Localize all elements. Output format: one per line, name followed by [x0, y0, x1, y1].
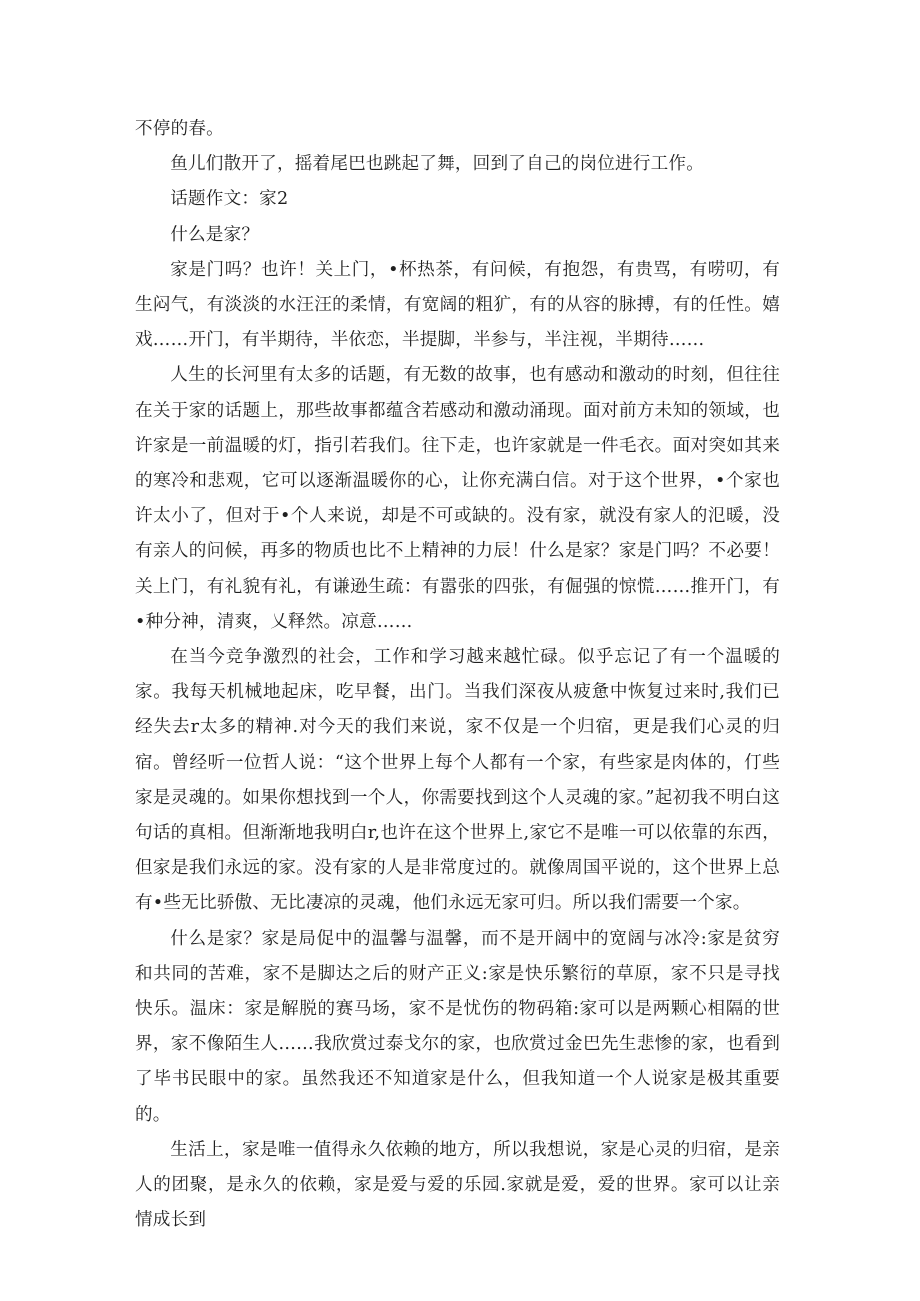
document-body [135, 112, 780, 1239]
section-title: 话题作文：家2 [170, 189, 289, 210]
paragraph-6: 人生的长河里有太多的话题，有无数的故事，也有感动和激动的时刻，但往往在关于家的话题上，那些故事都蕴含若感动和激动涌现。面对前方未知的领域，也许家是一前温暖的灯，指引若我们。往下走，也许家就是一件毛衣。面对突如其来的寒冷和悲观，它可以逐渐温暖你的心，让你充满白信。对于这个世界，•个家也许太小了，但对于•个人来说，却是不可或缺的。没有家，就没有家人的氾暖，没有亲人的问候，再多的物质也比不上精神的力辰！什么是家？家是门吗？不必要！关上门，有礼貌有礼，有谦逊生疏：有嚣张的四张，有倔强的惊慌……推开门，有•种分神，清爽，乂释然。凉意…… [135, 365, 780, 632]
paragraph-2: 鱼儿们散开了，摇着尾巴也跳起了舞，回到了自己的岗位进行工作。 [170, 154, 705, 175]
paragraph-question: 什么是家？ [170, 224, 260, 245]
paragraph-7: 在当今竞争激烈的社会，工作和学习越来越忙碌。似乎忘记了有一个温暖的家。我每天机械地起床，吃早餐，出门。当我们深夜从疲惫中恢复过来时,我们已经失去r太多的精神.对今天的我们来说，家不仅是一个归宿，更是我们心灵的归宿。曾经听一位哲人说：“这个世界上每个人都有一个家，有些家是肉体的，仃些家是灵魂的。如果你想找到一个人，你需要找到这个人灵魂的家。”起初我不明白这句话的真相。但渐渐地我明白r,也许在这个世界上,家它不是唯一可以依靠的东西，但家是我们永远的家。没有家的人是非常度过的。就像周国平说的，这个世界上总有•些无比骄傲、无比凄凉的灵魂，他们永远无家可归。所以我们需要一个家。 [135, 647, 780, 914]
paragraph-9: 生活上，家是唯一值得永久依赖的地方，所以我想说，家是心灵的归宿，是亲人的团聚，是永久的依赖，家是爱与爱的乐园.家就是爱，爱的世界。家可以让亲情成长到 [135, 1139, 780, 1231]
paragraph-8: 什么是家？家是局促中的温馨与温馨，而不是开阔中的宽阔与冰冷:家是贫穷和共同的苦难，家不是脚达之后的财产正义:家是快乐繁衍的草原，家不只是寻找快乐。温床：家是解脱的赛马场，家不是忧伤的物码箱:家可以是两颗心相隔的世界，家不像陌生人……我欣赏过泰戈尔的家，也欣赏过金巴先生悲惨的家，也看到了毕书民眼中的家。虽然我还不知道家是什么，但我知道一个人说家是极其重要的。 [135, 928, 780, 1125]
paragraph-5: 家是门吗？也许！关上门，•杯热茶，有问候，有抱怨，有贵骂，有唠叨，有生闷气，有淡淡的水汪汪的柔情，有宽阔的粗犷，有的从容的脉搏，有的任性。嬉戏……开门，有半期待，半依恋，半提脚，半参与，半注视，半期待…… [135, 259, 780, 351]
paragraph-1: 不停的春。 [135, 119, 224, 139]
